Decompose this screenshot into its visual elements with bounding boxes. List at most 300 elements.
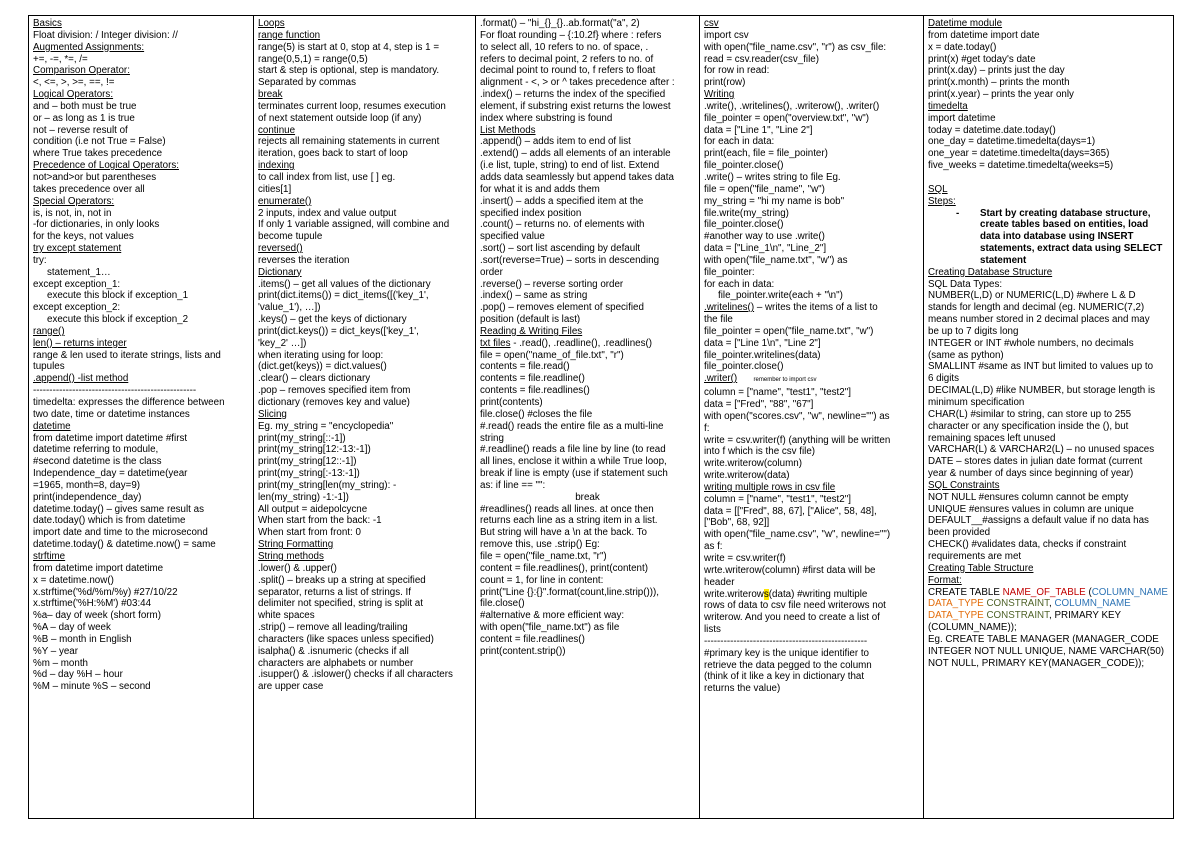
col5-line: requirements are met [928,550,1022,562]
col3-line: #alternative & more efficient way: [480,610,625,622]
col4-line: data = ["Fred", "88", "67"] [704,399,814,410]
col5-heading: Creating Table Structure [928,562,1034,574]
col3-line: position (default is last) [480,314,581,326]
col4-line: data = ["Line 1", "Line 2"] [704,124,813,136]
col2-line: iteration, goes back to start of loop [258,148,408,160]
col4-line: data = [["Fred", 88, 67], ["Alice", 58, 48], [704,505,877,517]
writelines-desc: – writes the items of a list to [754,302,878,314]
fmt-data-type-2: DATA_TYPE [928,610,987,622]
col2-heading: enumerate() [258,195,312,207]
col5_tail-line: NOT NULL, PRIMARY KEY(MANAGER_CODE)); [928,657,1145,669]
col2-line: print(my_string[::-1]) [258,432,346,444]
col5-line: print(x.day) – prints just the day [928,65,1065,77]
hl-b: s [763,588,769,600]
col4-line: write.writerow(data) [704,470,790,482]
col1-line: condition (i.e not True = False) [33,136,166,148]
col1-line: not>and>or but parentheses [33,171,157,183]
col1-line: -------------------------------------------------- [33,385,197,397]
col4-line: wrte.writerow(column) #first data will be [704,564,876,576]
col5_tail-line: Eg. CREATE TABLE MANAGER (MANAGER_CODE [928,633,1159,645]
col3-line: order [480,266,503,278]
col2-line: If only 1 variable assigned, will combine and [258,219,450,231]
col3-line: contents = file.readlines() [480,385,590,397]
col3-line: adds data seamlessly but append takes data [480,171,674,183]
col1-line: Float division: / Integer division: // [33,29,178,41]
col4-line: into f which is the csv file) [704,446,816,458]
col5-heading: Steps: [928,195,956,207]
col4-line: file.write(my_string) [704,207,789,219]
col2-line: 'value_1'), …]) [258,302,321,314]
col3-line: returns each line as a string item in a list. [480,515,658,527]
col5-line: from datetime import date [928,29,1040,41]
col4-line: column = ["name", "test1", "test2"] [704,387,851,399]
col3-line: (i.e list, tuple, string) to end of list. Extend [480,160,660,172]
col2-line: print(dict.keys()) = dict_keys(['key_1', [258,325,419,337]
col4-line: file = open("file_name", "w") [704,183,825,195]
col3-line: .format() – "hi_{}_{}..ab.format("a", 2) [480,18,640,29]
col4-line: print(each, file = file_pointer) [704,148,828,160]
col3-line: break [575,491,600,503]
col1-heading: Comparison Operator: [33,65,130,77]
col1-line: where True takes precedence [33,148,163,160]
col1-line: x.strftime('%H:%M') #03:44 [33,598,152,610]
col2-heading: reversed() [258,243,303,255]
col2-line: to call index from list, use [ ] eg. [258,171,396,183]
fmt-data-type: DATA_TYPE [928,598,987,610]
col5-line: (same as python) [928,349,1004,361]
col3-line: print(contents) [480,397,543,408]
col2-line: .lower() & .upper() [258,562,337,574]
col5-line: means number stored in 2 decimal places and may [928,314,1150,326]
col3-line: file = open("name_of_file.txt", "r") [480,349,624,361]
col2-line: Separated by commas [258,77,357,89]
sql-format-block [928,587,1169,634]
col3-line: .append() – adds item to end of list [480,136,631,148]
col5-line: - Start by creating database structure, [928,208,1169,220]
col3-line: contents = file.read() [480,361,570,373]
col3-line: But string will have a \n at the back. To [480,527,648,539]
column-loops [254,16,476,819]
col1-line: %d – day %H – hour [33,669,123,681]
column-format-lists-files [476,16,700,819]
col2-line: 2 inputs, index and value output [258,207,397,219]
col4-line-writer [704,373,919,387]
col3-line: .index() – same as string [480,290,588,302]
col3-line: #.readline() reads a file line by line (to read [480,444,666,456]
col1-line: %A – day of week [33,622,111,634]
col1-line: <, <=, >, >=, ==, != [33,77,115,89]
col3-line: remove this, use .strip() Eg: [480,539,600,551]
col2-line: white spaces [258,610,315,622]
col1-line: except exception_2: [33,302,121,314]
col2-line: .strip() – remove all leading/trailing [258,622,408,634]
col2-heading: Slicing [258,408,287,420]
col4-line-writelines [704,302,919,314]
col1-line: print(independence_day) [33,491,142,503]
col2-line: When start from front: 0 [258,527,361,539]
col4-line: data = ["Line 1\n", "Line 2"] [704,337,821,349]
col3-line: break if line is empty (use if statement such [480,468,668,480]
col2-line: start & step is optional, step is mandatory. [258,65,440,77]
col1-line: x.strftime('%d/%m/%y) #27/10/22 [33,586,178,598]
col3-line: .sort(reverse=True) – sorts in descending [480,254,660,266]
col2-line: characters are alphabets or number [258,657,414,669]
col2-heading: Dictionary [258,266,302,278]
col4-line: for each in data: [704,278,775,290]
col3-line: print(content.strip()) [480,645,566,657]
col5-line: NUMBER(L,D) or NUMERIC(L,D) #where L & D [928,290,1136,302]
col5-line: CHECK() #validates data, checks if constraint [928,539,1127,551]
col5-line: print(x) #get today's date [928,53,1036,65]
col2-heading: String Formatting [258,539,334,551]
col3-line: file.close() #closes the file [480,408,593,420]
col1-heading: try except statement [33,243,122,255]
col1-line: -for dictionaries, in only looks [33,219,160,231]
col1-line: %M – minute %S – second [33,681,151,693]
fmt-primary-key: , PRIMARY KEY [1049,610,1122,622]
col3-line: contents = file.readline() [480,373,585,385]
col4-line: writerow. And you need to create a list of [704,612,880,624]
col3-line-txt-files [480,338,695,350]
col5-line: create tables based on entities, load [980,219,1149,231]
col4-line: print(row) [704,77,746,89]
col4-line: f: [704,422,710,434]
col3-line: #.read() reads the entire file as a multi-line [480,420,664,432]
col2-line: are upper case [258,681,324,693]
col1-line: from datetime import datetime #first [33,432,188,444]
col3-line: decimal point to round to, f refers to float [480,65,656,77]
col4-line: #another way to use .write() [704,231,825,243]
col4-line: column = ["name", "test1", "test2"] [704,493,851,505]
col5-heading: SQL Constraints [928,479,1000,491]
col4-line: retrieve the data pegged to the column [704,659,872,671]
col4-line: -------------------------------------------------- [704,635,868,647]
col1-line: datetime.today() – gives same result as [33,503,204,515]
col5-line: statement [980,254,1027,266]
col4-heading: Writing [704,89,735,101]
col1-heading: strftime [33,550,66,562]
col5-line: DEFAULT__#assigns a default value if no data has [928,515,1149,527]
col2-heading: indexing [258,160,295,172]
col4-line: file_pointer.close() [704,361,784,373]
col1-line: is, is not, in, not in [33,207,112,219]
col3-line: content = file.readlines() [480,633,585,645]
col1-line: %B – month in English [33,633,132,645]
col1-line: timedelta: expresses the difference between [33,397,225,408]
fmt-column-name: COLUMN_NAME [1091,586,1168,598]
col4-line: returns the value) [704,683,781,695]
col1-line: %Y – year [33,645,79,657]
col1-line: =1965, month=8, day=9) [33,479,141,491]
col5-line: DATE – stores dates in julian date format (current [928,456,1143,468]
col5-line: five_weeks = datetime.timedelta(weeks=5) [928,160,1114,172]
col5-line: print(x.month) – prints the month [928,77,1070,89]
col5-line: stands for length and decimal (eg. NUMERIC(7,2) [928,302,1145,314]
col2-line: .items() – get all values of the dictionary [258,278,431,290]
col1-heading: .append() -list method [33,373,129,385]
col3-line: specified index position [480,207,582,219]
col2-heading: break [258,89,283,101]
col2-line: become tupule [258,231,323,243]
col2-line: of next statement outside loop (if any) [258,112,422,124]
col2-line: len(my_string) -1:-1]) [258,491,349,503]
writer-note: remember to import csv [753,377,817,384]
col5-line: data into database using INSERT [980,231,1134,243]
cheat-sheet-table [28,15,1174,819]
col5-line: minimum specification [928,397,1025,408]
col4-line: file_pointer.close() [704,219,784,231]
col2-line: reverses the iteration [258,254,350,266]
col4-line: (think of it like a key in dictionary that [704,671,865,683]
col4-line: #primary key is the unique identifier to [704,647,869,659]
col5-line: x = date.today() [928,41,997,53]
col5-line: print(x.year) – prints the year only [928,89,1074,101]
col2-heading: Loops [258,18,285,29]
col5-line: character or any specification inside the (), but [928,420,1129,432]
col4-line: lists [704,624,721,636]
col5-heading: SQL [928,183,948,195]
col5-line: statements, extract data using SELECT [980,243,1163,255]
col5-line: DECIMAL(L,D) #like NUMBER, but storage length is [928,385,1156,397]
column-datetime-sql [924,16,1174,819]
col2-line: print(dict.items()) = dict_items([('key_1', [258,290,429,302]
col4-heading: writing multiple rows in csv file [704,481,836,493]
col3-line: string [480,432,504,444]
col5-line: 6 digits [928,373,960,385]
col1-heading: datetime [33,420,71,432]
col2-line: dictionary (removes key and value) [258,397,410,408]
col1-line: statement_1… [47,266,111,278]
hl-a: write.writerow [704,588,764,600]
col3-line: .index() – returns the index of the specified [480,89,666,101]
col5_tail-line: INTEGER NOT NULL UNIQUE, NAME VARCHAR(50) [928,645,1165,657]
col3-line: .count() – returns no. of elements with [480,219,645,231]
col4-line: read = csv.reader(csv_file) [704,53,819,65]
col5-line: CHAR(L) #similar to string, can store up to 255 [928,408,1132,420]
col2-heading: String methods [258,550,324,562]
col1-heading: Augmented Assignments: [33,41,145,53]
col4-line: my_string = "hi my name is bob" [704,195,845,207]
col2-line: print(my_string[len(my_string): - [258,479,397,491]
col5-line: remaining spaces left unused [928,432,1056,444]
col4-line: data = ["Line_1\n", "Line_2"] [704,243,827,255]
fmt-column-name-2: COLUMN_NAME [1054,598,1131,610]
col3-line: alignment - <, > or ^ takes precedence after : [480,77,675,89]
col3-line: .reverse() – reverse sorting order [480,278,624,290]
col1-line: datetime referring to module, [33,444,159,456]
col1-heading: Precedence of Logical Operators: [33,160,179,172]
col1-line: try: [33,254,47,266]
col4-line: with open("file_name.csv", "r") as csv_file: [704,41,887,53]
cheat-sheet [28,15,1173,819]
col1-line: range & len used to iterate strings, lists and [33,349,221,361]
col3-line: refers to decimal point, 2 refers to no. of [480,53,654,65]
column-csv [700,16,924,819]
hl-c: (data) #writing multiple [768,588,868,600]
col4-line: with open("scores.csv", "w", newline="") as [704,410,890,422]
col5-line: been provided [928,527,991,539]
col3-line: all lines, enclose it within a while True loop, [480,456,667,468]
col4-line: the file [704,314,733,326]
col4-line: for each in data: [704,136,775,148]
col4-line: import csv [704,29,749,41]
col5-line: one_day = datetime.timedelta(days=1) [928,136,1096,148]
col5-line: one_year = datetime.timedelta(days=365) [928,148,1110,160]
col1-line: +=, -=, *=, /= [33,53,88,65]
col4-line: file_pointer: [704,266,755,278]
col2-line: When start from the back: -1 [258,515,382,527]
col2-line: (dict.get(keys)) = dict.values() [258,361,387,373]
col3-line: file.close() [480,598,525,610]
column-basics [29,16,254,819]
col4-line: header [704,576,735,588]
writelines-fn: .writelines() [704,302,755,314]
col2-line: .isupper() & .islower() checks if all characters [258,669,453,681]
col3-heading: Reading & Writing Files [480,325,583,337]
col4-line: with open("file_name.csv", "w", newline="") [704,529,891,541]
col2-line: when iterating using for loop: [258,349,384,361]
col3-line: .insert() – adds a specified item at the [480,195,644,207]
col3-line: .sort() – sort list ascending by default [480,243,641,255]
col5-line: NOT NULL #ensures column cannot be empty [928,491,1129,503]
col5-heading: timedelta [928,100,968,112]
col4-line: for row in read: [704,65,770,77]
col4-heading: csv [704,18,719,29]
col2-line: Eg. my_string = "encyclopedia" [258,420,394,432]
col5-line: year & number of days since beginning of year) [928,468,1134,480]
col5-line: UNIQUE #ensures values in column are unique [928,503,1134,515]
col2-line: .keys() – get the keys of dictionary [258,314,407,326]
col3-line: .extend() – adds all elements of an interable [480,148,671,160]
txt-files-methods: - .read(), .readline(), .readlines() [510,337,653,349]
col4-line: file_pointer.writelines(data) [704,349,821,361]
col2-line: 'key_2' …]) [258,337,307,349]
fmt-table-name: NAME_OF_TABLE [1002,586,1086,598]
col1-line: Independence_day = datetime(year [33,468,188,480]
col3-line: print("Line {}:{}".format(count,line.strip())), [480,586,660,598]
col4-line: write.writerow(column) [704,458,802,470]
col1-line: date.today() which is from datetime [33,515,186,527]
col1-line: import date and time to the microsecond [33,527,208,539]
col3-line: file = open("file_name.txt, "r") [480,550,607,562]
fmt-create-table: CREATE TABLE [928,586,1003,598]
col2-line: print(my_string[12::-1]) [258,456,357,468]
col2-line: All output = aidepolcycne [258,503,368,515]
col1-line: tupules [33,361,65,373]
col4-line: write = csv.writer(f) [704,552,786,564]
col5-line: be up to 7 digits long [928,325,1019,337]
col1-line: for the keys, not values [33,231,134,243]
col1-line: except exception_1: [33,278,121,290]
col2-line: print(my_string[:-13:-1]) [258,468,360,480]
col2-heading: continue [258,124,296,136]
col1-line: #second datetime is the class [33,456,162,468]
col5-heading: Datetime module [928,18,1003,29]
col2-line: range(5) is start at 0, stop at 4, step is 1 = [258,41,440,53]
col1-line: two date, time or datetime instances [33,408,190,420]
col2-line: delimiter not specified, string is split at [258,598,423,610]
col3-line: with open("file_name.txt") as file [480,622,620,634]
col3-line: as: if line == "": [480,479,546,491]
col1-line: and – both must be true [33,100,137,112]
col4-line: write = csv.writer(f) (anything will be written [704,434,891,446]
col3-line: to select all, 10 refers to no. of space, . [480,41,649,53]
col4-line-highlight [704,589,919,601]
col4-line: file_pointer.close() [704,160,784,172]
col2-line: print(my_string[12:-13:-1]) [258,444,371,456]
col5-line: VARCHAR(L) & VARCHAR2(L) – no unused spaces [928,444,1155,456]
fmt-open: ( [1085,586,1092,598]
col2-line: range(0,5,1) = range(0,5) [258,53,368,65]
col5-heading: Format: [928,574,962,586]
fmt-constraint-2: CONSTRAINT [986,610,1050,622]
col3-line: For float rounding – {:10.2f} where : refers [480,29,662,41]
col4-line: file_pointer.write(each + "\n") [718,290,843,302]
col2-line: .pop – removes specified item from [258,385,411,397]
col1-heading: Basics [33,18,62,29]
col1-line: x = datetime.now() [33,574,114,586]
col3-line: index where substring is found [480,112,613,124]
col3-heading: List Methods [480,124,536,136]
col3-line: count = 1, for line in content: [480,574,604,586]
col5-line: INTEGER or INT #whole numbers, no decimals [928,337,1134,349]
col3-line: element, if substring exist returns the lowest [480,100,671,112]
col2-line: characters (like spaces unless specified) [258,633,434,645]
fmt-comma: , [1049,598,1055,610]
col1-line: from datetime import datetime [33,562,164,574]
col2-line: .clear() – clears dictionary [258,373,371,385]
col2-heading: range function [258,29,321,41]
spacer [928,172,1169,184]
col3-line: specified value [480,231,545,243]
col1-heading: Special Operators: [33,195,115,207]
col1-line: execute this block if exception_1 [47,290,189,302]
col1-line: %m – month [33,657,88,669]
col1-line: datetime.today() & datetime.now() = same [33,539,216,551]
col3-line: .pop() – removes element of specified [480,302,644,314]
col1-line: takes precedence over all [33,183,145,195]
col4-line: file_pointer = open("file_name.txt", "w") [704,325,874,337]
writer-fn: .writer() [704,373,738,385]
col4-line: rows of data to csv file need writerows not [704,600,886,612]
col1-line: not – reverse result of [33,124,128,136]
col2-line: terminates current loop, resumes execution [258,100,446,112]
col4-line: as f: [704,541,723,553]
col4-line: .write() – writes string to file Eg. [704,171,841,183]
col5-line: today = datetime.date.today() [928,124,1056,136]
col5-line: SQL Data Types: [928,278,1003,290]
col3-line: #readlines() reads all lines. at once then [480,503,654,515]
fmt-constraint: CONSTRAINT [986,598,1050,610]
col2-line: separator, returns a list of strings. If [258,586,412,598]
col4-line: .write(), .writelines(), .writerow(), .writer() [704,100,880,112]
col2-line: cities[1] [258,183,292,195]
col2-line: rejects all remaining statements in current [258,136,440,148]
col1-heading: range() [33,325,65,337]
fmt-close: (COLUMN_NAME)); [928,622,1017,634]
col3-line: content = file.readlines(), print(content) [480,562,648,574]
col3-line: for what it is and adds them [480,183,600,195]
col2-line: .split() – breaks up a string at specified [258,574,426,586]
col1-heading: len() – returns integer [33,337,127,349]
col4-line: file_pointer = open("overview.txt", "w") [704,112,870,124]
col2-line: isalpha() & .isnumeric (checks if all [258,645,409,657]
col5-heading: Creating Database Structure [928,266,1053,278]
col1-heading: Logical Operators: [33,89,114,101]
col4-line: ["Bob", 68, 92]] [704,517,770,529]
txt-files-label: txt files [480,337,511,349]
col1-line: or – as long as 1 is true [33,112,135,124]
